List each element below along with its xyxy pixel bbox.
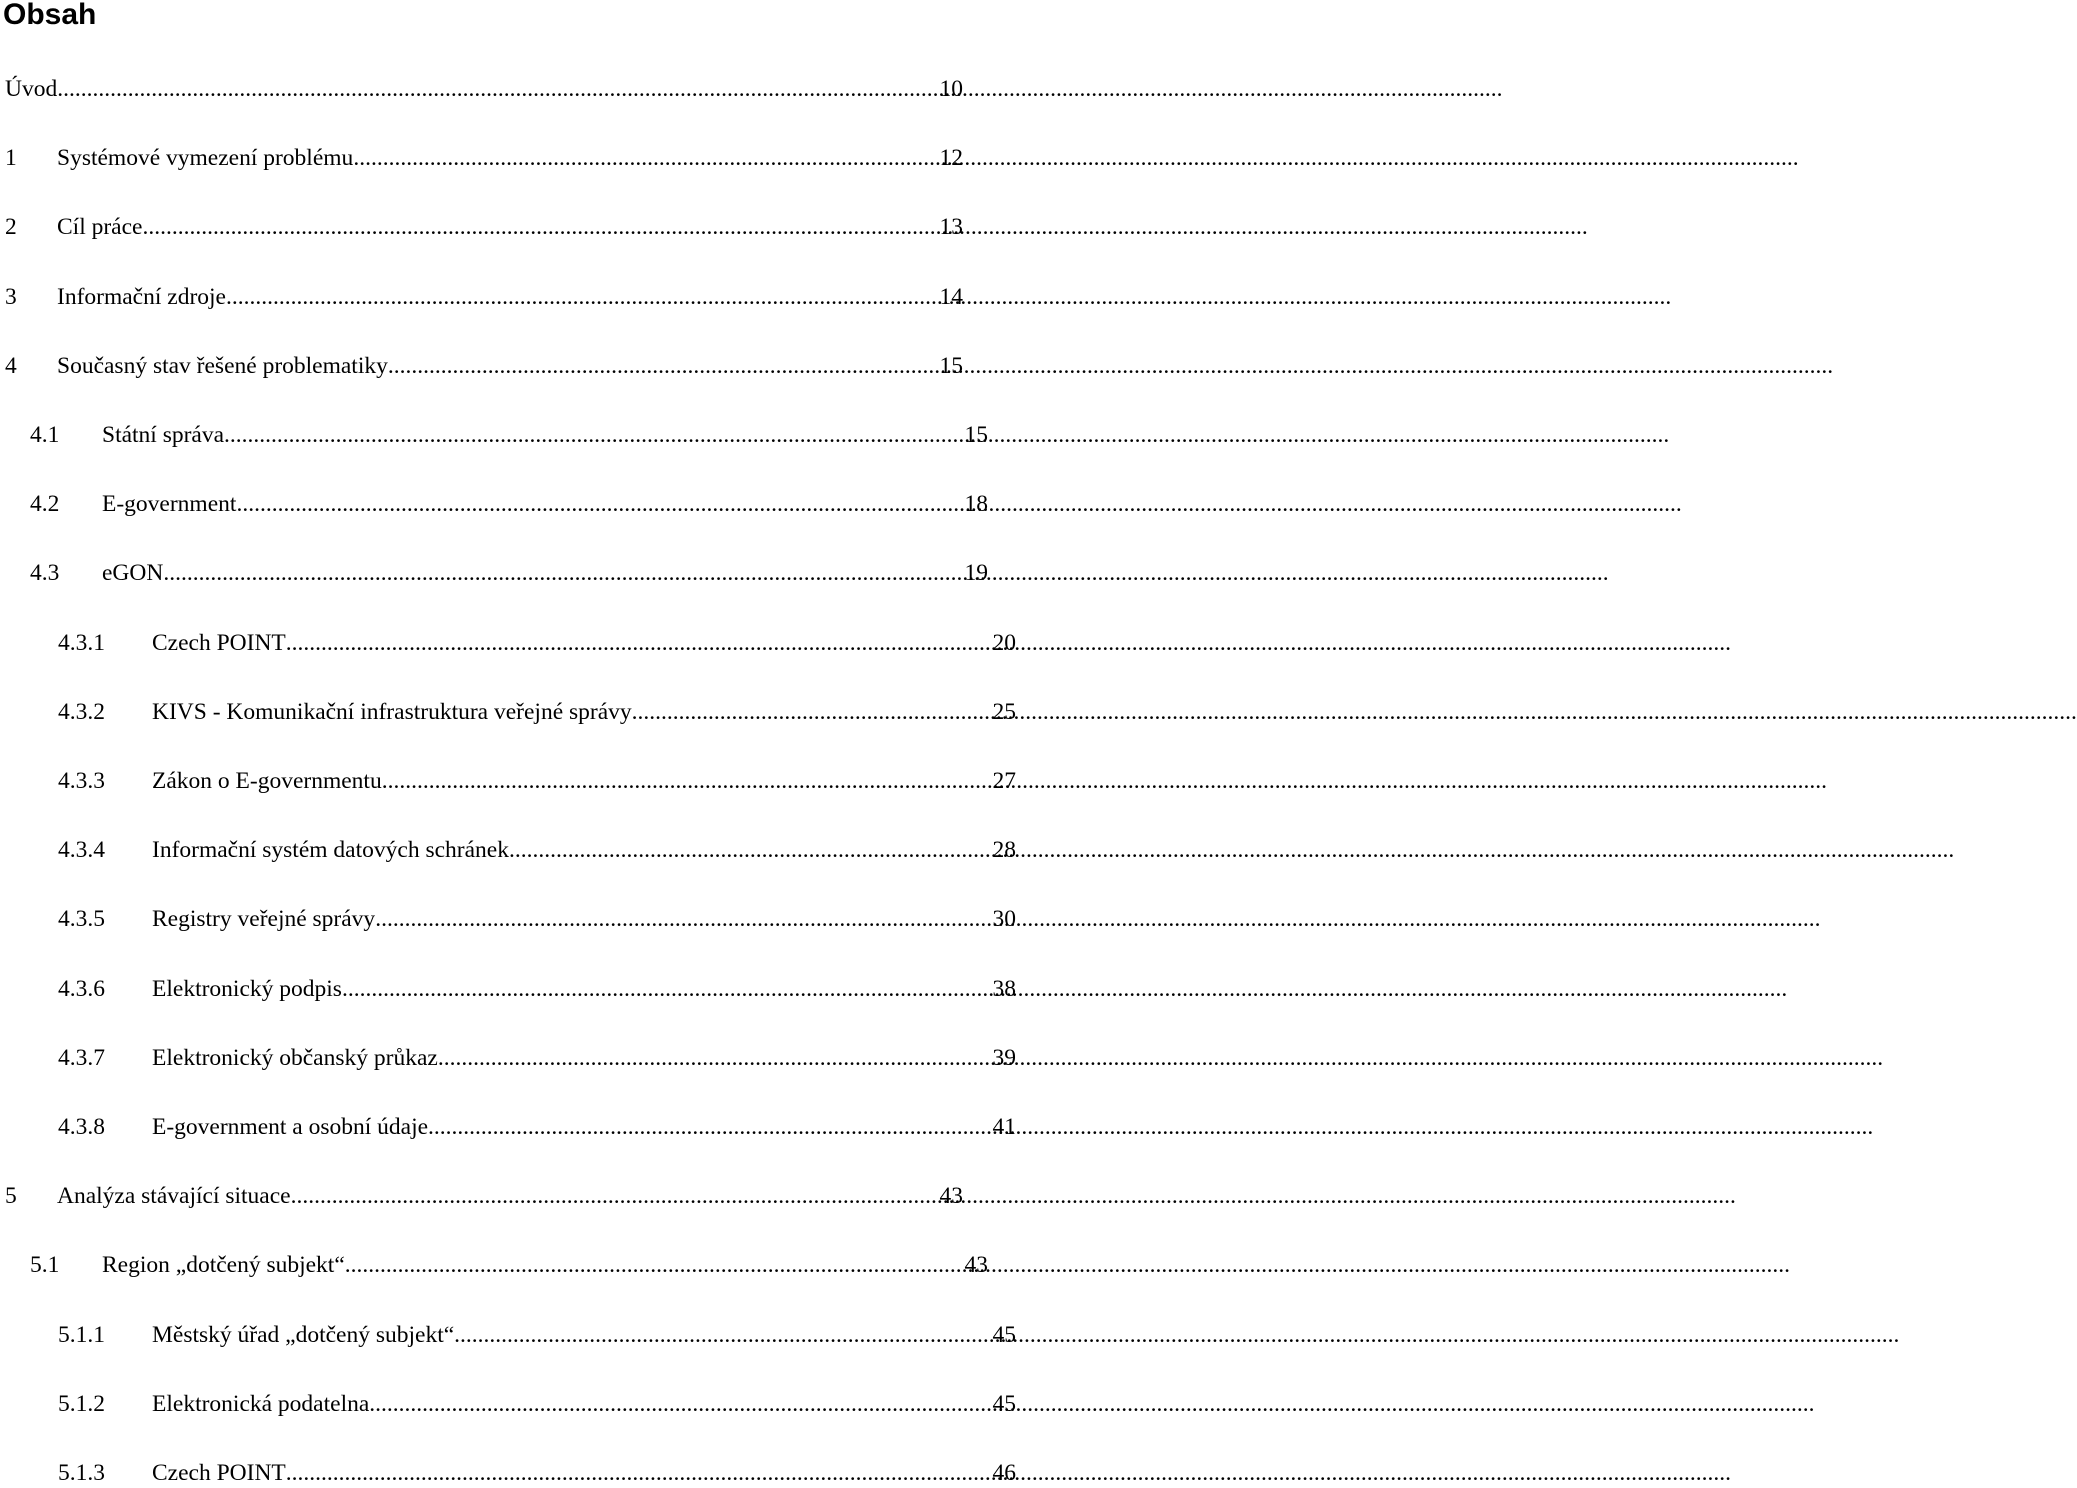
toc-entry-number: 4.1: [30, 422, 60, 448]
toc-entry-page: 15: [964, 422, 988, 448]
toc-entry[interactable]: [0, 904, 1016, 934]
toc-dot-leader: [509, 835, 990, 865]
toc-entry[interactable]: [0, 1181, 963, 1211]
toc-entry[interactable]: [0, 1250, 988, 1280]
toc-entry[interactable]: [0, 143, 963, 173]
toc-entry-title: Městský úřad „dotčený subjekt“: [152, 1321, 455, 1348]
toc-entry-number: 4.3.8: [58, 1114, 105, 1140]
toc-entry-page: 25: [992, 698, 1016, 725]
toc-entry-title: Elektronický občanský průkaz: [152, 1044, 438, 1071]
toc-entry-number: 4.3: [30, 560, 60, 587]
toc-entry-title: Informační systém datových schránek: [152, 837, 509, 864]
toc-entry-page: 28: [992, 837, 1016, 864]
toc-entry[interactable]: [0, 628, 1016, 658]
toc-entry-page: 43: [939, 1183, 963, 1210]
toc-entry[interactable]: [0, 420, 988, 450]
toc-entry[interactable]: [0, 74, 963, 104]
toc-entry-page: 45: [992, 1321, 1016, 1348]
toc-entry[interactable]: [0, 558, 988, 588]
toc-entry-page: 20: [992, 629, 1016, 656]
toc-entry-title: E-government a osobní údaje: [152, 1114, 429, 1140]
toc-entry[interactable]: [0, 1389, 1016, 1419]
toc-entry-page: 12: [939, 145, 963, 172]
toc-entry-number: 4: [5, 352, 17, 379]
toc-entry[interactable]: [0, 766, 1016, 796]
toc-entry-page: 18: [964, 491, 988, 518]
toc-entry-page: 43: [964, 1252, 988, 1279]
toc-entry-page: 46: [992, 1460, 1016, 1486]
toc-entry-number: 4.3.4: [58, 837, 105, 864]
toc-entry-number: 5.1.3: [58, 1460, 105, 1486]
toc-dot-leader: [224, 420, 961, 450]
toc-entry-title: Informační zdroje: [57, 283, 226, 310]
toc-entry[interactable]: [0, 489, 988, 519]
toc-entry-page: 27: [992, 768, 1016, 794]
toc-entry-page: 10: [939, 76, 963, 102]
toc-dot-leader: [428, 1112, 989, 1142]
toc-entry-number: 2: [5, 214, 17, 241]
toc-entry-number: 5: [5, 1183, 17, 1210]
toc-entry-title: eGON: [102, 560, 164, 587]
toc-dot-leader: [342, 974, 990, 1004]
toc-entry[interactable]: [0, 282, 963, 312]
toc-dot-leader: [632, 697, 990, 727]
toc-entry[interactable]: [0, 1458, 1016, 1488]
toc-entry[interactable]: [0, 1112, 1016, 1142]
toc-dot-leader: [142, 212, 936, 242]
toc-dot-leader: [454, 1320, 989, 1350]
toc-entry[interactable]: [0, 351, 963, 381]
page-title: Obsah: [3, 0, 97, 31]
toc-entry-page: 14: [939, 283, 963, 310]
toc-entry-number: 4.3.7: [58, 1044, 105, 1071]
toc-entry[interactable]: [0, 974, 1016, 1004]
toc-entry[interactable]: [0, 212, 963, 242]
toc-entry-title: Systémové vymezení problému: [57, 145, 354, 172]
toc-entry-title: E-government: [102, 491, 237, 518]
toc-entry-title: Czech POINT: [152, 629, 286, 656]
toc-dot-leader: [226, 282, 937, 312]
toc-entry-number: 4.3.6: [58, 975, 105, 1002]
toc-dot-leader: [375, 904, 989, 934]
toc-entry-number: 1: [5, 145, 17, 172]
toc-entry-page: 41: [992, 1114, 1016, 1140]
toc-entry-page: 13: [939, 214, 963, 241]
toc-entry[interactable]: [0, 1043, 1016, 1073]
toc-entry-number: 4.3.3: [58, 768, 105, 794]
toc-dot-leader: [345, 1250, 962, 1280]
toc-entry-number: 4.3.2: [58, 698, 105, 725]
toc-dot-leader: [438, 1043, 990, 1073]
toc-dot-leader: [388, 351, 937, 381]
toc-entry-number: 3: [5, 283, 17, 310]
toc-entry-number: 5.1: [30, 1252, 60, 1279]
toc-entry-title: Czech POINT: [152, 1460, 286, 1486]
toc-dot-leader: [353, 143, 936, 173]
toc-entry-title: Elektronický podpis: [152, 975, 342, 1002]
toc-entry[interactable]: [0, 1320, 1016, 1350]
toc-entry-page: 30: [992, 906, 1016, 933]
toc-dot-leader: [382, 766, 990, 796]
toc-dot-leader: [286, 628, 990, 658]
toc-entry-title: Cíl práce: [57, 214, 143, 241]
toc-entry-title: Zákon o E-governmentu: [152, 768, 382, 794]
toc-entry-title: Registry veřejné správy: [152, 906, 376, 933]
toc-entry[interactable]: [0, 835, 1016, 865]
toc-dot-leader: [291, 1181, 937, 1211]
toc-entry-number: 5.1.1: [58, 1321, 105, 1348]
toc-entry-title: Region „dotčený subjekt“: [102, 1252, 345, 1279]
toc-dot-leader: [163, 558, 961, 588]
toc-dot-leader: [369, 1389, 989, 1419]
toc-entry-title: Elektronická podatelna: [152, 1390, 370, 1417]
toc-entry-title: KIVS - Komunikační infrastruktura veřejné správy: [152, 698, 632, 725]
toc-entry-page: 45: [992, 1390, 1016, 1417]
toc-entry-page: 39: [992, 1044, 1016, 1071]
toc-entry-title: Současný stav řešené problematiky: [57, 352, 388, 379]
toc-dot-leader: [57, 74, 936, 104]
toc-entry-page: 19: [964, 560, 988, 587]
toc-entry-number: 5.1.2: [58, 1390, 105, 1417]
toc-dot-leader: [286, 1458, 990, 1488]
toc-entry-title: Státní správa: [102, 422, 225, 448]
toc-entry-page: 15: [939, 352, 963, 379]
toc-entry-number: 4.3.1: [58, 629, 105, 656]
toc-entry-number: 4.3.5: [58, 906, 105, 933]
toc-entry[interactable]: [0, 697, 1016, 727]
toc-dot-leader: [236, 489, 961, 519]
toc-entry-title: Analýza stávající situace: [57, 1183, 291, 1210]
toc-entry-page: 38: [992, 975, 1016, 1002]
toc-entry-number: 4.2: [30, 491, 60, 518]
toc-entry-title: Úvod: [5, 76, 58, 102]
